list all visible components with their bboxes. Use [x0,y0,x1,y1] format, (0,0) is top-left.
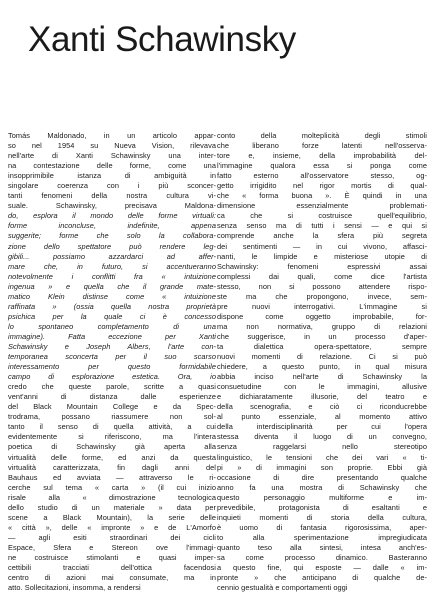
text-line: che liberano forze latenti nell'osserva- [217,141,427,151]
text-line: matico Klein distinse come « intuizione [8,291,216,301]
text-line: pronte » che anticipano di qualche de- [217,573,427,583]
text-line: Espace, Sfera e Stereon ove l'immagi- [8,542,216,552]
text-line: immagine). Fatta eccezione per Xanti [8,331,216,341]
text-line: abbia inciso nell'arte di Schawinsky la [217,372,427,382]
text-line: ma non normativa, gruppo di relazioni [217,321,427,331]
text-line: Schawinsky: fenomeni espressivi assai [217,261,427,271]
text-line: notevolmente i conflitti fra « intuizione [8,271,216,281]
text-line: psichica per la quale ci è concesso [8,311,216,321]
text-line: comprende anche la sfera più segreta [217,231,427,241]
text-line: e dichiaratamente illusorie, del teatro e [217,392,427,402]
text-line: fatto esterno all'osservatore stesso, og- [217,171,427,181]
text-line: al punto essenziale, al momento attivo [217,412,427,422]
text-line: del Black Mountain College e da Spec- [8,402,216,412]
text-line: suggerite; forme che solo la collabora- [8,231,216,241]
text-line: getto irrigidito nel rigor mortis di qual- [217,181,427,191]
text-line: stessa diventa il luogo di un convegno, [217,432,427,442]
text-line: Tomás Maldonado, in un articolo appar- [8,131,216,140]
text-line: della interdisciplinarità per cui l'opera [217,422,427,432]
text-line: conto della molteplicità degli stimoli [217,131,427,140]
text-line: consuetudine con le immagini, allusive [217,382,427,392]
text-line: dei sentimenti — in cui vivono, affasci- [217,241,427,251]
text-line: — agli esiti straordinari dei cicli [8,532,216,542]
text-line: ca che si costruisce quell'equilibrio, [217,211,427,221]
text-line: evidentemente si riferiscono, ma l'intera [8,432,216,442]
text-line: do, esplora il mondo delle forme virtuali: [8,211,216,221]
text-line: ne costruisce stimolanti e quasi imper- [8,552,216,562]
text-line: zione dello spettatore può rendere leg- [8,241,216,251]
text-line: complessi dai quali, come dice l'artista [217,271,427,281]
text-line: virtualità delle forme, ed anzi da questa [8,452,216,462]
text-line: dispone come oggetto improbabile, for- [217,311,427,321]
text-column-left [8,131,216,593]
text-line: quanto teso alla sintesi, intesa anch'es- [217,542,427,552]
page-title: Xanti Schawinsky [28,20,296,59]
text-line: nell'arte di Xanti Schawinsky una inter- [8,151,216,161]
text-line: campo di esplorazione estetica. Ora, io [8,372,216,382]
text-line: è uomo di fantasia rigorosissima, aper- [217,522,427,532]
text-line: sa come processo dinamico. Basteranno [217,552,427,562]
text-line: ste ma che propongono, invece, sem- [217,291,427,301]
text-line: forme inconcluse, indefinite, appena [8,221,216,231]
text-line: che suggerisce, in un processo d'aper- [217,331,427,341]
text-line: stesso, non si possono attendere rispo- [217,281,427,291]
text-line: scene a Black Mountain), la serie delle [8,512,216,522]
text-line: anno fa una mostra di Schawinsky che [217,482,427,492]
text-line: raffinata » (ossia quella nostra proprietà [8,301,216,311]
text-line: trodrama, possano riassumere non sol- [8,412,216,422]
text-line: senza raggelarsi nello stereotipo [217,442,427,452]
text-line: pre nuovi interrogativi. L'immagine si [217,301,427,311]
text-line: centro di azioni mai consumate, ma in [8,573,216,583]
text-line: Schawinsky e Joseph Albers, l'arte con- [8,341,216,351]
text-line: l'immagine qualora essa si ponga come [217,161,427,171]
text-line: dello studio di un materiale » data per [8,502,216,512]
text-line: vent'anni di distanza dalle esperienze [8,392,216,402]
text-line: occasione di dire presentando qualche [217,472,427,482]
text-line: cettibili tracciati dell'ottica facendosi [8,563,216,573]
text-line: tore e, insieme, della improbabilità del- [217,151,427,161]
text-line: senza senso ma di tutti i sensi — e qui si [217,221,427,231]
text-line: « città », delle « impronte » e de L'Amorfo [8,522,216,532]
text-line: na contestazione delle forme, come una [8,161,216,171]
text-line: credo che queste parole, scritte a quasi [8,382,216,392]
text-line: che « forma buona ». È quindi in una [217,191,427,201]
text-line: cennio gestualità e comportamenti oggi [217,583,348,593]
text-line: insopprimibile istanza di ambiguità in [8,171,216,181]
text-line: tanti fenomeni della nostra cultura vi- [8,191,216,201]
text-line: to alla sperimentazione impregiudicata [217,532,427,542]
text-line: a questo fine, qui esposte — dalle « im- [217,563,427,573]
text-line: nanti, le limpide e misteriose utopie di [217,251,427,261]
text-line: atto. Sollecitazioni, insomma, a rendersi [8,583,141,593]
text-line: interessamento per questo formidabile [8,362,216,372]
text-line: gibili... possiamo azzardarci ad affer- [8,251,216,261]
text-line: virtualità caratterizzata, fin dagli anni del [8,462,216,472]
text-line: poetica di Schawinsky già aperta alla [8,442,216,452]
text-line: chiedere, a questo punto, in qual misura [217,362,427,372]
text-line: linguistico, le tensioni che dei vari « ti- [217,452,427,462]
text-line: questo personaggio multiforme e im- [217,492,427,502]
text-line: nuovi momenti di relazione. Ci si può [217,352,427,362]
text-line: lo spontaneo completamento di una [8,321,216,331]
text-line: Bauhaus ed avviata — attraverso le ri- [8,472,216,482]
text-line: pi » di immagini son proprie. Ebbi già [217,462,427,472]
text-line: mare che, in futuro, si accentueranno [8,261,216,271]
text-line: singolare coerenza con i più sconcer- [8,181,216,191]
text-line: suale. Schawinsky, precisava Maldona- [8,201,216,211]
text-line: risale alla « dimostrazione tecnologica [8,492,216,502]
text-line: dimensione essenzialmente problemati- [217,201,427,211]
text-line: so nel 1954 su Nueva Vision, rilevava [8,141,216,151]
text-line: temporanea sconcerta per il suo scarso [8,352,216,362]
text-line: cerche sul tema « carta » (il cui inizio [8,482,216,492]
text-column-right [217,131,427,593]
text-line: tanto il senso di quella attività, a cui [8,422,216,432]
text-line: prevedibile, protagonista di esaltanti e [217,502,427,512]
text-line: della scenografia, e ciò ci riconducrebbe [217,402,427,412]
text-line: inquieti momenti di storia della cultura, [217,512,427,522]
text-line: ta dialettica opera-spettatore, sempre [217,341,427,351]
text-line: ingenua » e quella che il grande mate- [8,281,216,291]
